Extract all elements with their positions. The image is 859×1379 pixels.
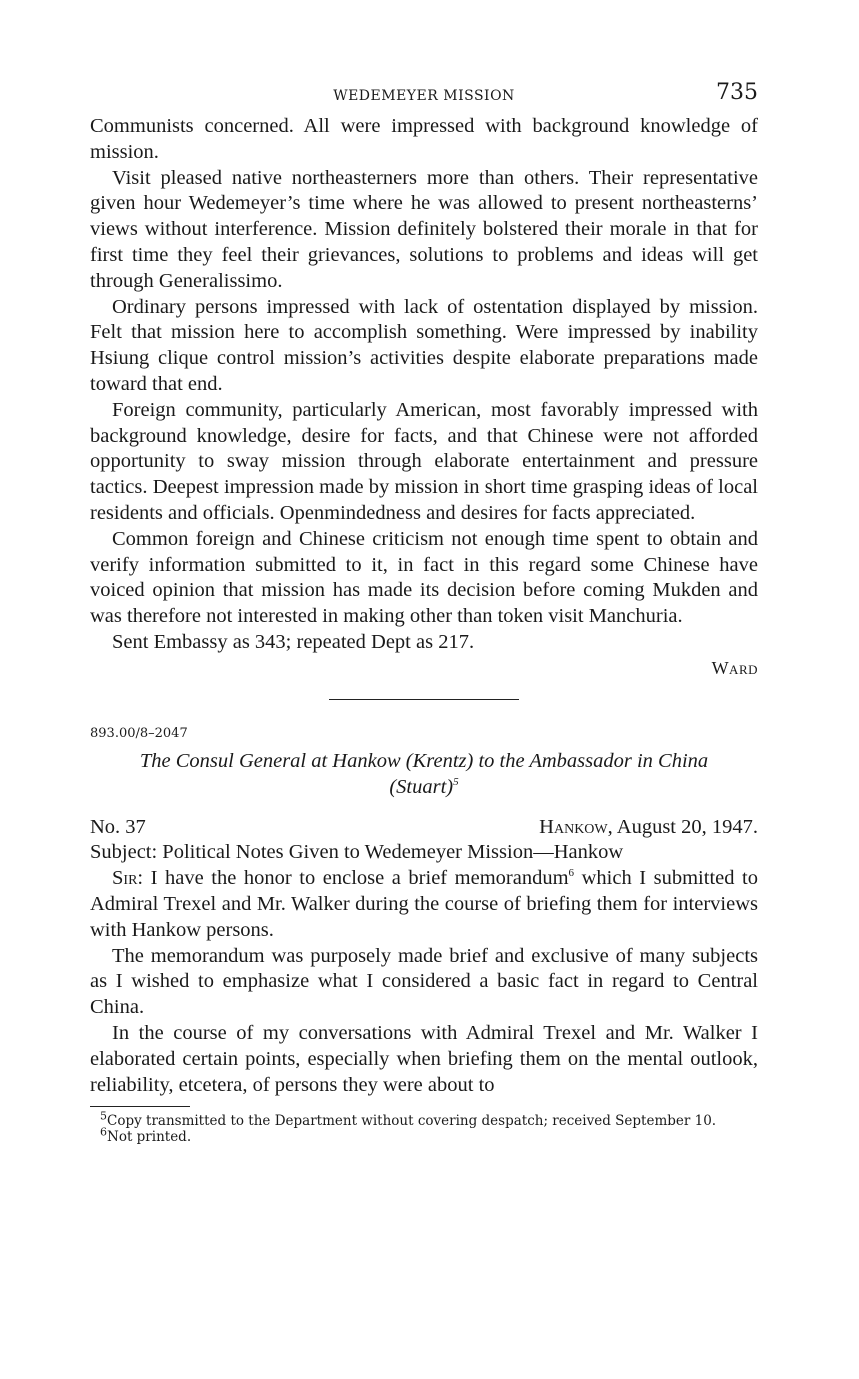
footnote-text: Copy transmitted to the Department without covering despatch; received September 10. [107,1113,717,1130]
running-title: WEDEMEYER MISSION [333,88,515,104]
footnote-mark: 5 [100,1109,107,1123]
document-title-line1: The Consul General at Hankow (Krentz) to the Ambassador in China [139,749,709,772]
footnote-rule [90,1106,190,1107]
footnote-text: Not printed. [107,1129,192,1146]
paragraph-continuation: Communists concerned. All were impressed with background knowledge of mission. [90,115,758,163]
document-title [90,749,758,801]
letter-paragraph [90,866,758,943]
footnote-ref: 5 [453,775,459,788]
paragraph: Foreign community, particularly American, most favorably impressed with background knowledge, desire for facts, and that Chinese were not afforded opportunity to sway mission through elaborate entertainment and pressure tactics. Deepest impression made by mission in short time grasping ideas of local residents and officials. Openmindedness and desires for facts appreciated. [90,398,758,524]
paragraph: Common foreign and Chinese criticism not enough time spent to obtain and verify information submitted to it, in fact in this regard some Chinese have voiced opinion that mission has made its decision before coming Mukden and was therefore not interested in making other than token visit Manchuria. [90,527,758,628]
running-header [90,80,758,114]
footnote [90,1125,758,1146]
dateline [90,814,758,840]
file-number: 893.00/8–2047 [90,725,188,741]
footnote-ref: 6 [568,867,575,880]
paragraph: Visit pleased native northeasterners more than others. Their representative given hour Wedemeyer’s time where he was allowed to present northeasterns’ views without interference. Mission definitely bolstered their morale in that for first time they feel their grievances, solutions to problems and ideas will get through Generalissimo. [90,166,758,292]
footnote-mark: 6 [100,1125,107,1139]
letter-text: : I have the honor to enclose a brief memorandum [137,867,569,890]
place: Hankow [539,816,608,839]
section-divider [329,699,519,700]
footnotes [90,1106,758,1145]
letter-paragraph: The memorandum was purposely made brief and exclusive of many subjects as I wished to emphasize what I considered a basic fact in regard to Central China. [90,944,758,1019]
page-number: 735 [716,80,758,105]
place-date [539,814,758,840]
signature: Ward [711,657,758,678]
document-number: No. 37 [90,816,146,839]
paragraph: Sent Embassy as 343; repeated Dept as 217. [112,630,475,653]
subject-line: Subject: Political Notes Given to Wedemeyer Mission—Hankow [90,841,624,864]
footnote [90,1109,758,1130]
letter-paragraph: In the course of my conversations with Admiral Trexel and Mr. Walker I elaborated certain points, especially when briefing them on the mental outlook, reliability, etcetera, of persons they were about to [90,1021,758,1096]
salutation: Sir [112,867,138,890]
document-page [90,80,758,1145]
date: , August 20, 1947. [607,816,758,839]
letter-text: which I submitted to Admiral Trexel and Mr. Walker during the course of briefing them for interviews with Hankow persons. [90,867,758,941]
document-title-line2: (Stuart) [389,775,454,798]
paragraph: Ordinary persons impressed with lack of ostentation displayed by mission. Felt that mission here to accomplish something. Were impressed by inability Hsiung clique control mission’s activities despite elaborate preparations made toward that end. [90,295,758,395]
